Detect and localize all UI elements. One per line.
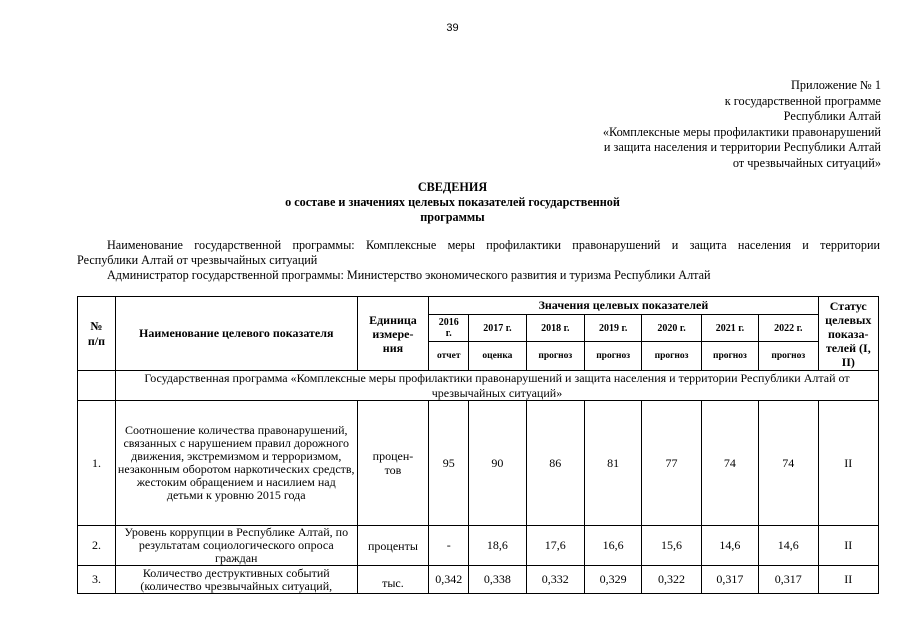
intro-block — [77, 238, 880, 283]
row-value: 86 — [526, 401, 584, 526]
heading-title: СВЕДЕНИЯ — [417, 180, 488, 194]
row-value: 0,317 — [759, 566, 818, 594]
header-kind: отчет — [429, 342, 469, 371]
row-num: 2. — [78, 526, 116, 566]
row-value: 18,6 — [469, 526, 526, 566]
header-kind: прогноз — [584, 342, 641, 371]
program-row-num — [78, 371, 116, 401]
row-value: 15,6 — [642, 526, 701, 566]
row-indicator-name: Количество деструктивных событий (количество чрезвычайных ситуаций, — [115, 566, 357, 594]
header-year: 2021 г. — [701, 315, 758, 342]
row-value: 0,338 — [469, 566, 526, 594]
row-value: 17,6 — [526, 526, 584, 566]
header-year: 2018 г. — [526, 315, 584, 342]
row-value: 16,6 — [584, 526, 641, 566]
header-year: 2016 г. — [429, 315, 469, 342]
program-name-line-cont: Республики Алтай от чрезвычайных ситуаций — [77, 253, 318, 267]
header-year: 2019 г. — [584, 315, 641, 342]
appendix-line: Республики Алтай — [783, 109, 881, 124]
row-indicator-name: Уровень коррупции в Республике Алтай, по результатам социологического опроса граждан — [115, 526, 357, 566]
row-unit: процен- тов — [357, 401, 429, 526]
table-row — [78, 566, 879, 594]
row-num: 1. — [78, 401, 116, 526]
row-indicator-name: Соотношение количества правонарушений, связанных с нарушением правил дорожного движения, экстремизмом и терроризмом, незаконным оборотом наркотических средств, жестоким обращением и насилием над детьми к уровню 2015 года — [115, 401, 357, 526]
header-kind: прогноз — [701, 342, 758, 371]
heading-subtitle-cont: программы — [420, 209, 485, 224]
indicators-table — [77, 296, 879, 594]
row-unit: проценты — [357, 526, 429, 566]
header-year: 2020 г. — [642, 315, 701, 342]
row-value: 0,322 — [642, 566, 701, 594]
row-value: 14,6 — [701, 526, 758, 566]
row-status: II — [818, 401, 878, 526]
header-kind: прогноз — [526, 342, 584, 371]
header-values-group: Значения целевых показателей — [429, 297, 818, 315]
row-value: 0,317 — [701, 566, 758, 594]
header-kind: прогноз — [642, 342, 701, 371]
header-kind: оценка — [469, 342, 526, 371]
program-row — [78, 371, 879, 401]
row-value: - — [429, 526, 469, 566]
row-value: 0,329 — [584, 566, 641, 594]
row-value: 74 — [701, 401, 758, 526]
page-number: 39 — [446, 22, 459, 34]
row-value: 0,342 — [429, 566, 469, 594]
program-row-title: Государственная программа «Комплексные меры профилактики правонарушений и защита населения и территории Республики Алтай от чрезвычайных ситуаций» — [115, 371, 878, 401]
appendix-line: и защита населения и территории Республики Алтай — [603, 140, 881, 155]
header-year: 2017 г. — [469, 315, 526, 342]
table-row — [78, 526, 879, 566]
row-value: 81 — [584, 401, 641, 526]
row-value: 74 — [759, 401, 818, 526]
program-name-line: Наименование государственной программы: Комплексные меры профилактики правонарушений и защита населения и территории — [107, 238, 880, 252]
row-unit: тыс. — [357, 566, 429, 594]
header-status: Статус целевых показа- телей (I, II) — [818, 297, 878, 371]
heading-subtitle: о составе и значениях целевых показателей государственной — [285, 194, 620, 209]
row-value: 90 — [469, 401, 526, 526]
appendix-line: Приложение № 1 — [790, 78, 881, 92]
administrator-line: Администратор государственной программы: Министерство экономического развития и туризма Республики Алтай — [107, 268, 711, 282]
header-unit: Единица измере- ния — [357, 297, 429, 371]
row-status: II — [818, 526, 878, 566]
row-num: 3. — [78, 566, 116, 594]
header-kind: прогноз — [759, 342, 818, 371]
table-row — [78, 401, 879, 526]
appendix-line: «Комплексные меры профилактики правонарушений — [602, 124, 881, 139]
row-value: 95 — [429, 401, 469, 526]
appendix-block — [603, 78, 881, 172]
row-status: II — [818, 566, 878, 594]
header-num: № п/п — [78, 297, 116, 371]
document-heading — [0, 180, 905, 224]
row-value: 14,6 — [759, 526, 818, 566]
header-year: 2022 г. — [759, 315, 818, 342]
header-indicator-name: Наименование целевого показателя — [115, 297, 357, 371]
appendix-line: от чрезвычайных ситуаций» — [732, 155, 881, 170]
appendix-line: к государственной программе — [724, 93, 881, 108]
row-value: 77 — [642, 401, 701, 526]
row-value: 0,332 — [526, 566, 584, 594]
